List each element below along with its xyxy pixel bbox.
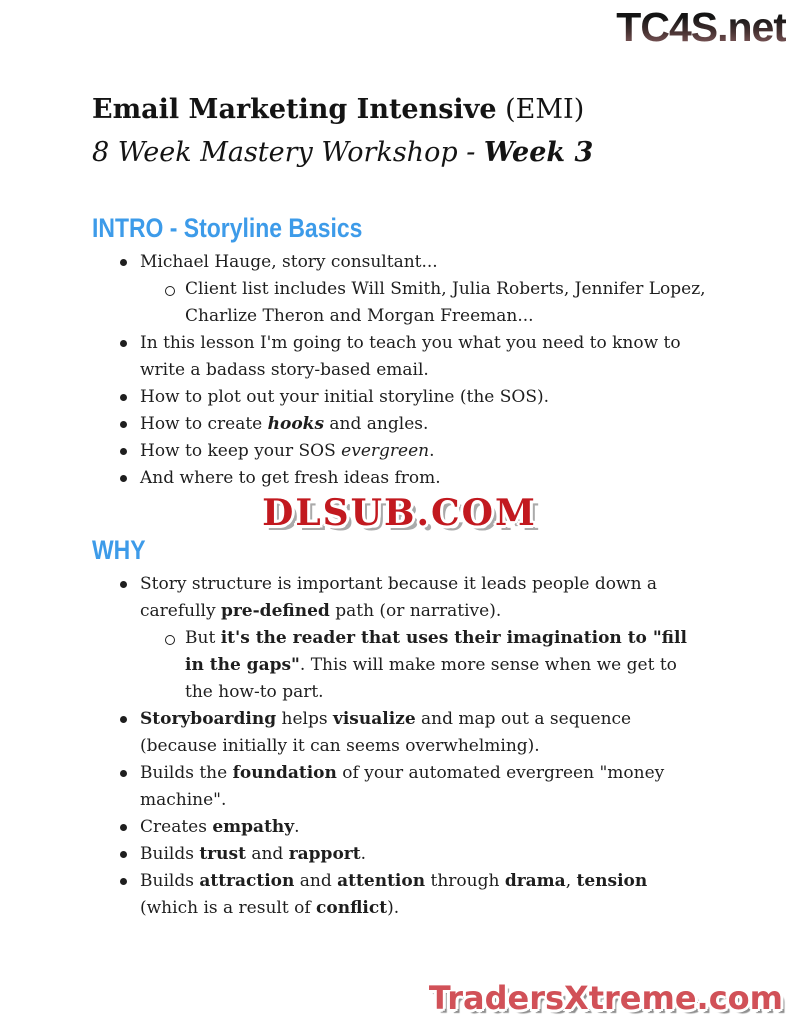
document-subtitle [92,131,707,174]
list-item [92,706,707,760]
text-segment: But [185,628,221,648]
list-item [92,571,707,625]
text-segment: it's the reader that uses their imagination to "fill in the gaps" [185,628,687,675]
text-segment: helps [276,709,333,729]
text-segment: attraction [199,871,295,891]
text-segment: Builds [140,844,200,864]
list-item [92,438,707,465]
text-segment: pre-defined [220,601,330,621]
list-item [92,868,707,922]
bullet-list [92,571,707,922]
text-segment: (which is a result of [140,898,317,918]
text-segment: tension [576,871,648,891]
tradersxtreme-watermark: TradersXtreme.com [428,979,783,1017]
text-segment: 8 Week Mastery Workshop - [92,137,484,168]
text-segment: conflict [316,898,388,918]
text-segment: . [294,817,300,837]
text-segment: How to plot out your initial storyline (the SOS). [140,387,550,407]
text-segment: Email Marketing Intensive [92,94,497,125]
dlsub-watermark: DLSUB.COM [262,492,537,534]
text-segment: Creates [140,817,213,837]
text-segment: foundation [232,763,337,783]
text-segment: drama [504,871,566,891]
text-segment: through [425,871,505,891]
section-heading: INTRO - Storyline Basics [92,213,363,243]
text-segment: Builds the [140,763,233,783]
list-item [92,276,707,330]
text-segment: And where to get fresh ideas from. [140,468,441,488]
text-segment: path (or narrative). [329,601,502,621]
text-segment: ). [387,898,400,918]
text-segment: In this lesson I'm going to teach you what you need to know to write a badass story-based email. [140,333,681,380]
text-segment: and angles. [324,414,429,434]
list-item [92,760,707,814]
section-why [92,534,707,922]
text-segment: Builds [140,871,200,891]
text-segment: , [565,871,577,891]
list-item [92,465,707,492]
section-heading: WHY [92,535,146,565]
list-item [92,625,707,706]
text-segment: How to create [140,414,268,434]
list-item [92,814,707,841]
text-segment: Michael Hauge, story consultant... [140,252,438,272]
section-intro [92,212,707,492]
text-segment: and map out a sequence (because initially it can seems overwhelming). [140,709,632,756]
tc4s-watermark: TC4S.net [616,4,786,50]
list-item [92,384,707,411]
text-segment: (EMI) [496,94,585,125]
text-segment: and [294,871,338,891]
bullet-list [92,249,707,492]
text-segment: . [360,844,367,864]
list-item [92,411,707,438]
text-segment: hooks [267,414,325,434]
text-segment: Storyboarding [140,709,277,729]
text-segment: . This will make more sense when we get to the how-to part. [185,655,677,702]
text-segment: How to keep your SOS [140,441,342,461]
text-segment: attention [337,871,426,891]
text-segment: trust [199,844,246,864]
text-segment: Week 3 [483,137,594,168]
list-item [92,330,707,384]
document-title-block [92,88,707,174]
list-item [92,249,707,276]
list-item [92,841,707,868]
text-segment: Client list includes Will Smith, Julia Roberts, Jennifer Lopez, Charlize Theron and Morgan Freeman... [185,279,706,326]
text-segment: evergreen [341,441,430,461]
text-segment: rapport [288,844,361,864]
text-segment: empathy [212,817,295,837]
text-segment: and [245,844,289,864]
document-title [92,88,707,131]
text-segment: Story structure is important because it leads people down a carefully [140,574,658,621]
text-segment: . [429,441,435,461]
text-segment: of your automated evergreen "money machine". [140,763,665,810]
text-segment: visualize [332,709,416,729]
